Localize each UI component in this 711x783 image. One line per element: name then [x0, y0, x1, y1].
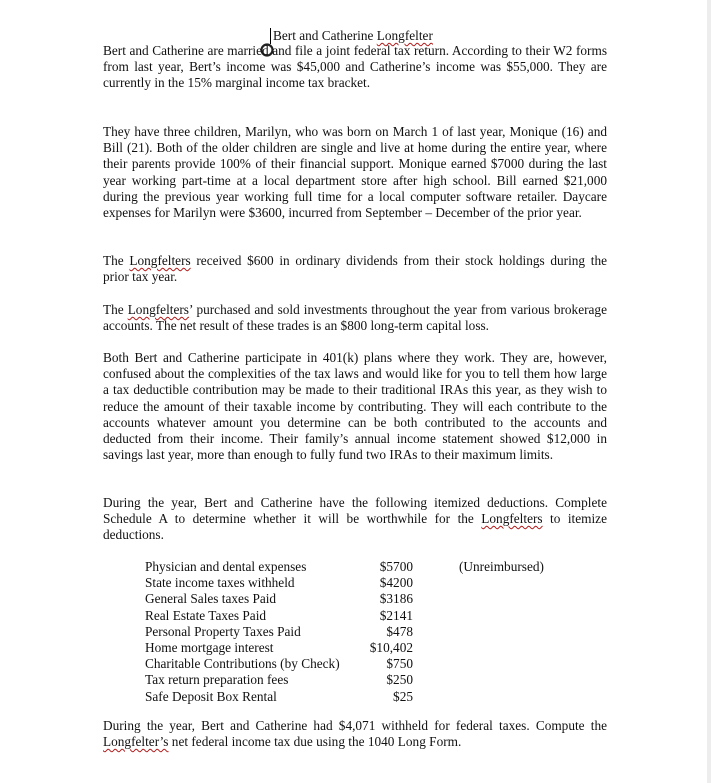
- surname-longfelters-possessive: Longfelter’s: [103, 734, 169, 750]
- table-row: [145, 559, 544, 575]
- document-title: [273, 27, 433, 44]
- paragraph-filing-status: Bert and Catherine are married and file a joint federal tax return. According to their W2 forms from last year, Bert’s income was $45,000 and Catherine’s income was $55,000. They are currently in the 15% marginal income tax bracket.: [103, 43, 607, 91]
- paragraph-dividends: The Longfelters received $600 in ordinary dividends from their stock holdings during the prior tax year.: [103, 253, 607, 285]
- surname-longfelters: Longfelters: [127, 302, 189, 317]
- deduction-label: Home mortgage interest: [145, 640, 274, 656]
- paragraph-capital-loss: The Longfelters’ purchased and sold investments throughout the year from various brokerage accounts. The net result of these trades is an $800 long-term capital loss.: [103, 302, 607, 334]
- deduction-amount: $250: [386, 672, 413, 688]
- paragraph-ira: Both Bert and Catherine participate in 401(k) plans where they work. They are, however, confused about the complexities of the tax laws and would like for you to tell them how large a tax deductible contribution may be made to their traditional IRAs this year, as they wish to reduce the amount of their taxable income by contributing. They will each contribute to the accounts whatever amount you determine can be both contributed to the accounts and deducted from their income. Their family’s annual income statement showed $12,000 in savings last year, more than enough to fully fund two IRAs to their maximum limits.: [103, 350, 607, 463]
- deduction-note: [413, 656, 544, 672]
- deduction-amount: $478: [386, 623, 413, 639]
- surname-longfelters: Longfelters: [129, 253, 191, 268]
- deduction-label: Charitable Contributions (by Check): [145, 656, 340, 672]
- deduction-note: [413, 575, 544, 591]
- deduction-label: Tax return preparation fees: [145, 672, 289, 688]
- text-cursor: [270, 28, 271, 44]
- table-row: [145, 640, 544, 656]
- deduction-note: [413, 624, 544, 640]
- deduction-note: [413, 689, 544, 705]
- deduction-note: [413, 608, 544, 624]
- deduction-label: General Sales taxes Paid: [145, 591, 277, 607]
- deduction-note: [413, 591, 544, 607]
- paragraph-federal-tax: During the year, Bert and Catherine had $4,071 withheld for federal taxes. Compute the Longfelter’s net federal income tax due using the 1040 Long Form.: [103, 718, 607, 750]
- deduction-label: Safe Deposit Box Rental: [145, 688, 277, 704]
- deduction-label: State income taxes withheld: [145, 575, 295, 591]
- table-row: [145, 656, 544, 672]
- surname-longfelters: Longfelters: [481, 511, 543, 527]
- table-row: [145, 591, 544, 607]
- paragraph-children: They have three children, Marilyn, who was born on March 1 of last year, Monique (16) and Bill (21). Both of the older children are single and live at home during the entire year, where their parents provide 100% of their financial support. Monique earned $7000 during the last year working part-time at a local department store after high school. Bill earned $21,000 during the previous year working full time for a local computer software retailer. Daycare expenses for Marilyn were $3600, incurred from September – December of the prior year.: [103, 124, 607, 221]
- deduction-label: Physician and dental expenses: [145, 559, 307, 574]
- table-row: [145, 689, 544, 705]
- deduction-amount: $750: [386, 656, 413, 672]
- deduction-amount: $2141: [379, 607, 413, 623]
- deduction-label: Personal Property Taxes Paid: [145, 623, 301, 639]
- deduction-note: [413, 640, 544, 656]
- deduction-amount: $4200: [379, 575, 413, 591]
- table-row: [145, 608, 544, 624]
- window-right-edge: [707, 0, 711, 783]
- table-row: [145, 575, 544, 591]
- deduction-amount: $25: [393, 688, 413, 704]
- paragraph-itemized-deductions: During the year, Bert and Catherine have the following itemized deductions. Complete Schedule A to determine whether it will be worthwhile for the Longfelters to itemize deductions.: [103, 495, 607, 543]
- title-surname: Longfelter: [376, 28, 433, 43]
- table-row: [145, 624, 544, 640]
- title-prefix: Bert and Catherine: [273, 28, 377, 43]
- table-row: [145, 672, 544, 688]
- deduction-label: Real Estate Taxes Paid: [145, 607, 267, 623]
- deduction-note: (Unreimbursed): [459, 559, 544, 574]
- deduction-amount: $10,402: [369, 640, 413, 656]
- deduction-note: [413, 672, 544, 688]
- deduction-amount: $3186: [379, 591, 413, 607]
- deduction-amount: $5700: [379, 559, 413, 574]
- deductions-table: [145, 559, 544, 705]
